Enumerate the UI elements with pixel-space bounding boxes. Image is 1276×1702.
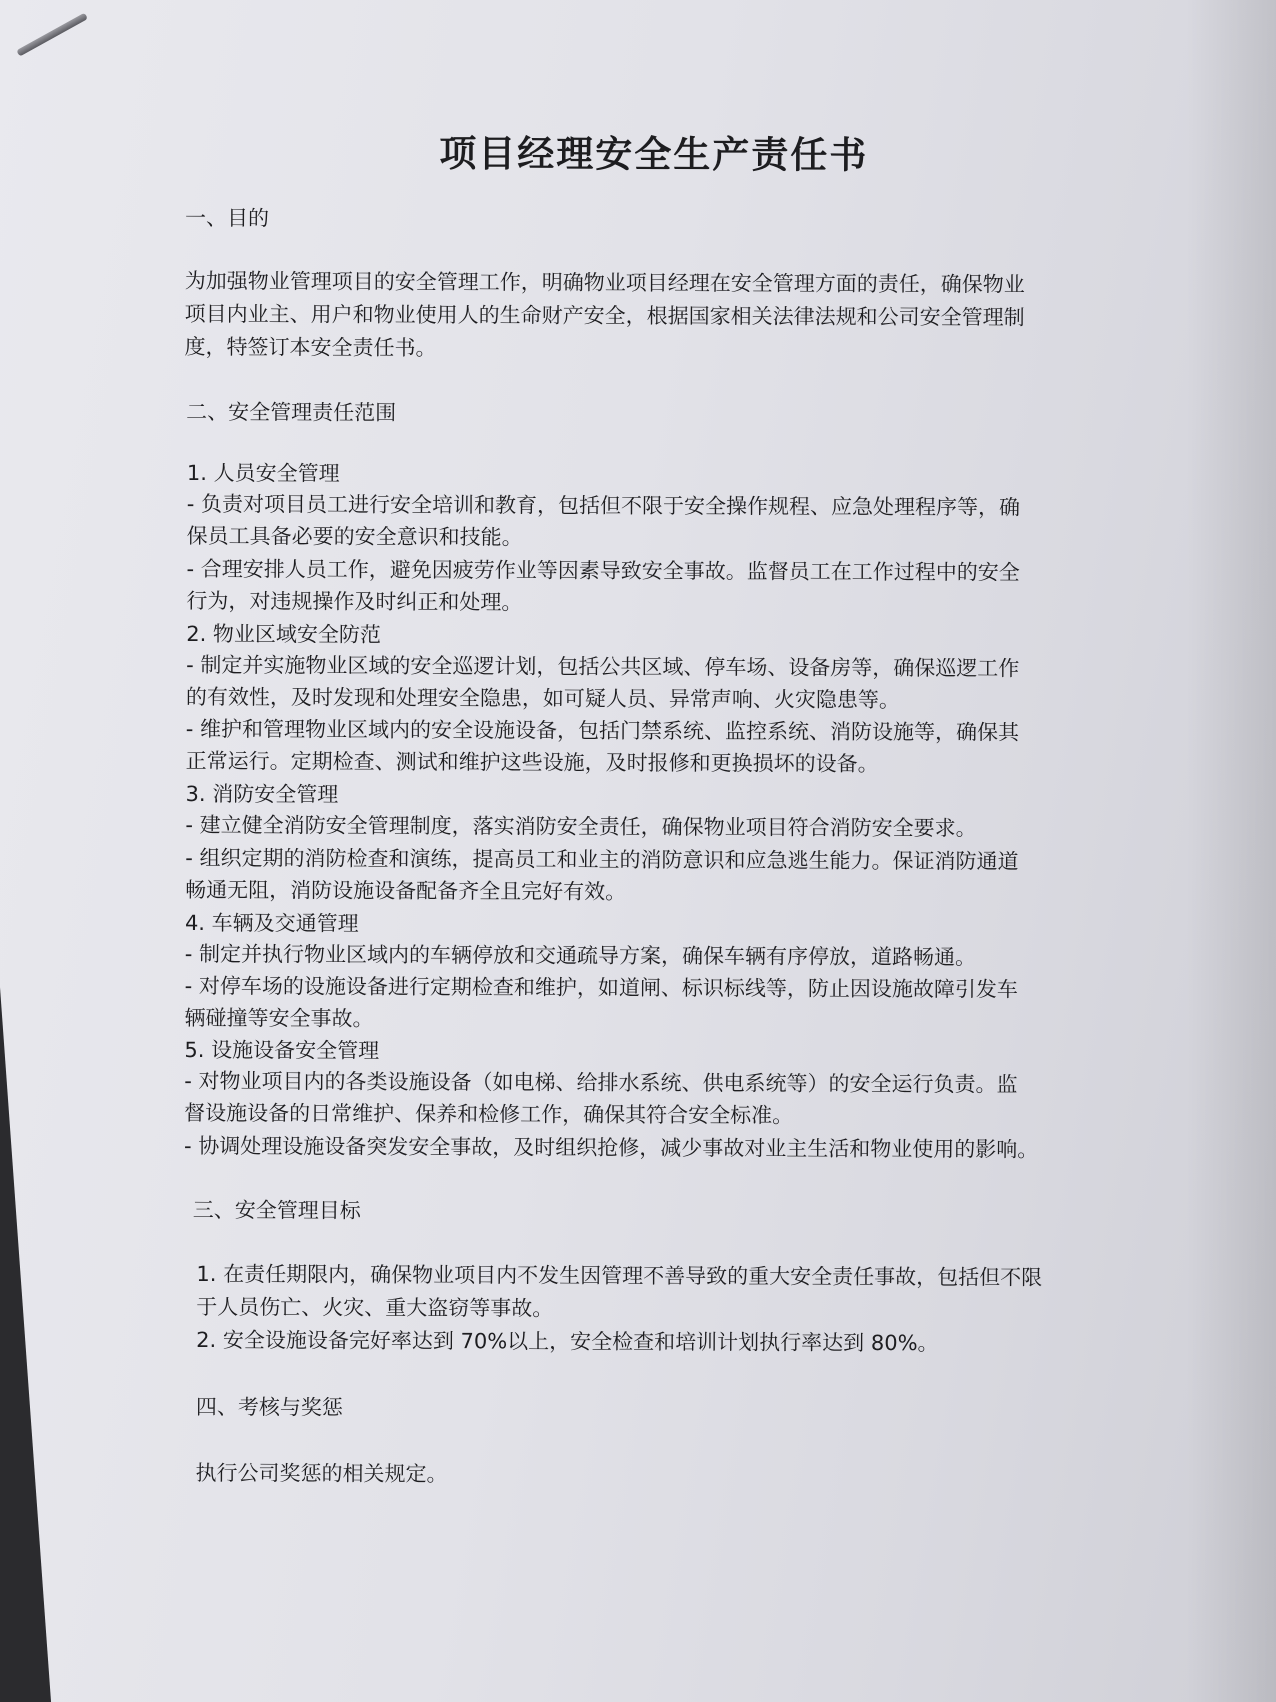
paragraph-line: 正常运行。定期检查、测试和维护这些设施，及时报修和更换损坏的设备。 (185, 748, 879, 776)
paragraph-line: 2. 安全设施设备完好率达到 70%以上，安全检查和培训计划执行率达到 80%。 (196, 1327, 939, 1356)
subheading-personnel: 1. 人员安全管理 (186, 460, 340, 486)
section-heading-scope: 二、安全管理责任范围 (186, 399, 397, 425)
paragraph-line: - 制定并执行物业区域内的车辆停放和交通疏导方案，确保车辆有序停放，道路畅通。 (184, 941, 977, 970)
paragraph-line: 度，特签订本安全责任书。 (184, 334, 437, 361)
paragraph-line: - 负责对项目员工进行安全培训和教育，包括但不限于安全操作规程、应急处理程序等，确 (186, 491, 1021, 520)
document-title: 项目经理安全生产责任书 (439, 132, 869, 177)
paragraph-line: - 组织定期的消防检查和演练，提高员工和业主的消防意识和应急逃生能力。保证消防通道 (185, 845, 1019, 874)
subheading-fire-safety: 3. 消防安全管理 (185, 781, 339, 807)
paragraph-line: 行为，对违规操作及时纠正和处理。 (186, 588, 523, 615)
paragraph-line: - 建立健全消防安全管理制度，落实消防安全责任，确保物业项目符合消防安全要求。 (185, 812, 977, 841)
subheading-traffic: 4. 车辆及交通管理 (184, 910, 359, 936)
section-heading-assessment: 四、考核与奖惩 (195, 1394, 343, 1420)
paragraph-line: 辆碰撞等安全事故。 (184, 1005, 374, 1031)
paragraph-line: 的有效性，及时发现和处理安全隐患，如可疑人员、异常声响、火灾隐患等。 (185, 684, 901, 713)
paragraph-line: 执行公司奖惩的相关规定。 (195, 1460, 448, 1487)
paragraph-line: - 维护和管理物业区域内的安全设施设备，包括门禁系统、监控系统、消防设施等，确保其 (185, 716, 1020, 745)
paragraph-line: 项目内业主、用户和物业使用人的生命财产安全，根据国家相关法律法规和公司安全管理制 (184, 301, 1025, 330)
subheading-facilities: 5. 设施设备安全管理 (184, 1037, 380, 1063)
paragraph-line: - 协调处理设施设备突发安全事故，及时组织抢修，减少事故对业主生活和物业使用的影响。 (183, 1133, 1039, 1162)
paragraph-line: - 对停车场的设施设备进行定期检查和维护，如道闸、标识标线等，防止因设施故障引发车 (184, 973, 1018, 1002)
subheading-area-security: 2. 物业区域安全防范 (186, 621, 382, 647)
paragraph-line: 督设施设备的日常维护、保养和检修工作，确保其符合安全标准。 (184, 1100, 794, 1128)
paragraph-line: - 对物业项目内的各类设施设备（如电梯、给排水系统、供电系统等）的安全运行负责。监 (184, 1068, 1018, 1097)
paragraph-line: - 合理安排人员工作，避免因疲劳作业等因素导致安全事故。监督员工在工作过程中的安全 (186, 556, 1020, 585)
section-heading-goals: 三、安全管理目标 (192, 1197, 361, 1223)
paragraph-line: - 制定并实施物业区域的安全巡逻计划，包括公共区域、停车场、设备房等，确保巡逻工作 (186, 652, 1020, 681)
paragraph-line: 1. 在责任期限内，确保物业项目内不发生因管理不善导致的重大安全责任事故，包括但不限 (196, 1261, 1043, 1290)
paragraph-line: 于人员伤亡、火灾、重大盗窃等事故。 (196, 1294, 554, 1321)
paragraph-line: 为加强物业管理项目的安全管理工作，明确物业项目经理在安全管理方面的责任，确保物业 (184, 268, 1025, 297)
section-heading-purpose: 一、目的 (184, 205, 270, 231)
paragraph-line: 保员工具备必要的安全意识和技能。 (186, 523, 523, 550)
paragraph-line: 畅通无阻，消防设施设备配备齐全且完好有效。 (185, 877, 627, 904)
